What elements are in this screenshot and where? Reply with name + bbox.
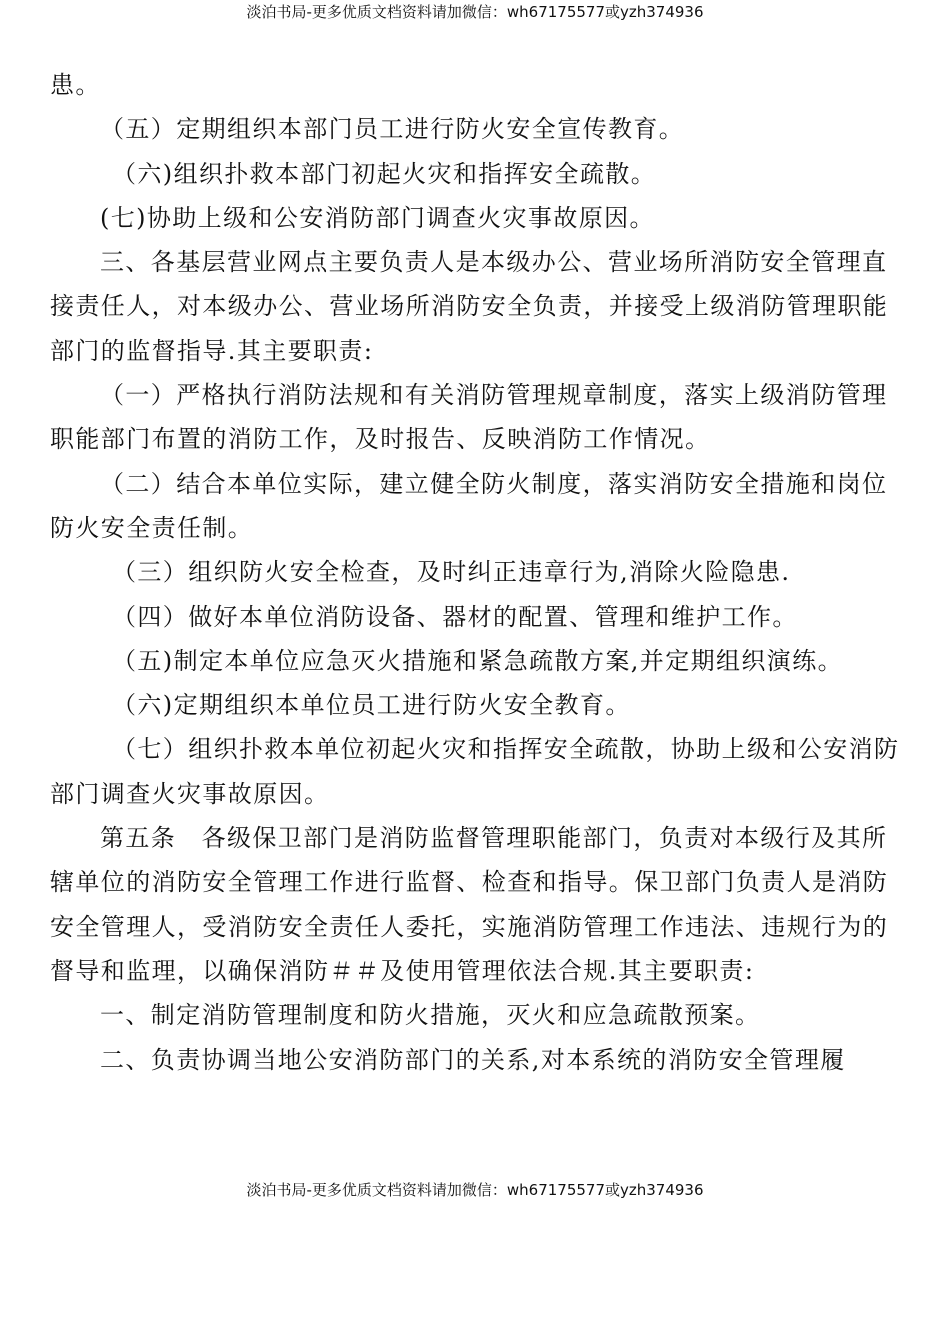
paragraph-duty-6: （六)定期组织本单位员工进行防火安全教育。: [112, 691, 631, 720]
paragraph-item-5-publicity: （五）定期组织本部门员工进行防火安全宣传教育。: [100, 115, 685, 144]
header-watermark: 淡泊书局-更多优质文档资料请加微信：wh67175577或yzh374936: [246, 3, 704, 21]
paragraph-duty-4: （四）做好本单位消防设备、器材的配置、管理和维护工作。: [112, 602, 798, 631]
paragraph-item-7-investigation: (七)协助上级和公安消防部门调查火灾事故原因。: [100, 203, 655, 232]
paragraph-duty-3: （三）组织防火安全检查，及时纠正违章行为,消除火险隐患.: [112, 558, 791, 587]
paragraph-duty-2: （二）结合本单位实际，建立健全防火制度，落实消防安全措施和岗位防火安全责任制。: [50, 469, 888, 542]
footer-watermark: 淡泊书局-更多优质文档资料请加微信：wh67175577或yzh374936: [246, 1181, 704, 1199]
paragraph-item-6-firefighting: （六)组织扑救本部门初起火灾和指挥安全疏散。: [112, 159, 657, 188]
paragraph-duty-1: （一）严格执行消防法规和有关消防管理规章制度，落实上级消防管理职能部门布置的消防工作，及时报告、反映消防工作情况。: [50, 381, 888, 454]
paragraph-continuation: 患。: [50, 71, 101, 99]
paragraph-duty-7: （七）组织扑救本单位初起火灾和指挥安全疏散，协助上级和公安消防部门调查火灾事故原因。: [50, 735, 900, 808]
document-body: [50, 63, 902, 1082]
paragraph-article-5-duty-2: 二、负责协调当地公安消防部门的关系,对本系统的消防安全管理履: [100, 1045, 846, 1074]
paragraph-section-3: 三、各基层营业网点主要负责人是本级办公、营业场所消防安全管理直接责任人，对本级办公、营业场所消防安全负责，并接受上级消防管理职能部门的监督指导.其主要职责:: [50, 248, 889, 365]
paragraph-article-5-duty-1: 一、制定消防管理制度和防火措施，灭火和应急疏散预案。: [100, 1001, 761, 1030]
paragraph-article-5: 第五条 各级保卫部门是消防监督管理职能部门，负责对本级行及其所辖单位的消防安全管理工作进行监督、检查和指导。保卫部门负责人是消防安全管理人，受消防安全责任人委托，实施消防管理工作违法、违规行为的督导和监理，以确保消防＃＃及使用管理依法合规.其主要职责:: [50, 824, 889, 985]
paragraph-duty-5: （五)制定本单位应急灭火措施和紧急疏散方案,并定期组织演练。: [112, 646, 843, 675]
